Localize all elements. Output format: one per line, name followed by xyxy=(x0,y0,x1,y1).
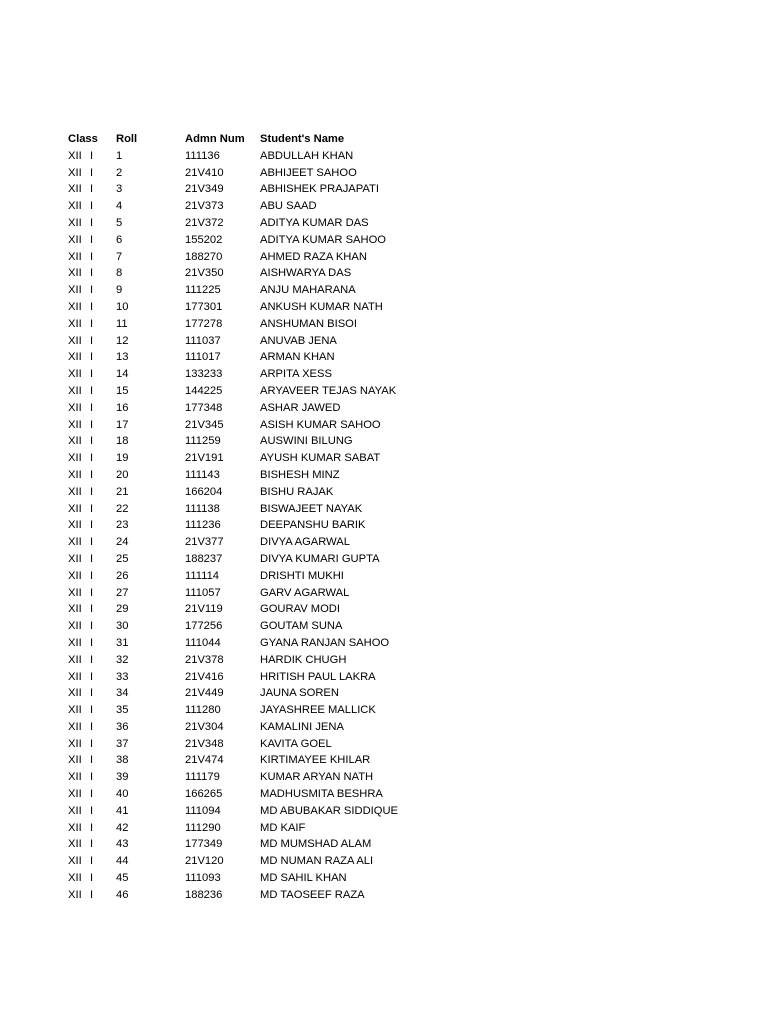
cell-student-name: GARV AGARWAL xyxy=(260,586,350,599)
cell-admn-num: 133233 xyxy=(185,368,223,381)
cell-section: I xyxy=(90,200,94,213)
cell-section: I xyxy=(90,351,94,364)
cell-section: I xyxy=(90,250,94,263)
cell-section: I xyxy=(90,368,94,381)
cell-student-name: ANUVAB JENA xyxy=(260,334,337,347)
cell-admn-num: 111136 xyxy=(185,149,220,162)
cell-class: XII xyxy=(68,804,82,817)
cell-roll: 23 xyxy=(116,519,129,532)
cell-admn-num: 21V373 xyxy=(185,200,224,213)
cell-admn-num: 21V449 xyxy=(185,687,224,700)
cell-section: I xyxy=(90,452,94,465)
cell-class: XII xyxy=(68,737,82,750)
cell-student-name: MD ABUBAKAR SIDDIQUE xyxy=(260,804,399,817)
cell-section: I xyxy=(90,569,94,582)
cell-class: XII xyxy=(68,888,82,901)
table-row xyxy=(68,870,708,887)
cell-admn-num: 21V377 xyxy=(185,536,224,549)
cell-roll: 16 xyxy=(116,401,129,414)
cell-class: XII xyxy=(68,384,82,397)
cell-admn-num: 177278 xyxy=(185,317,223,330)
table-row xyxy=(68,836,708,853)
table-row xyxy=(68,769,708,786)
cell-class: XII xyxy=(68,519,82,532)
cell-section: I xyxy=(90,687,94,700)
cell-admn-num: 111057 xyxy=(185,586,221,599)
cell-student-name: MADHUSMITA BESHRA xyxy=(260,788,383,801)
table-row xyxy=(68,853,708,870)
cell-student-name: MD MUMSHAD ALAM xyxy=(260,838,372,851)
cell-section: I xyxy=(90,435,94,448)
cell-roll: 27 xyxy=(116,586,129,599)
cell-admn-num: 111225 xyxy=(185,284,221,297)
cell-class: XII xyxy=(68,855,82,868)
cell-student-name: JAUNA SOREN xyxy=(260,687,339,700)
table-row xyxy=(68,719,708,736)
table-row xyxy=(68,551,708,568)
cell-class: XII xyxy=(68,317,82,330)
cell-section: I xyxy=(90,149,94,162)
cell-admn-num: 21V120 xyxy=(185,855,224,868)
cell-student-name: ARYAVEER TEJAS NAYAK xyxy=(260,384,397,397)
cell-class: XII xyxy=(68,586,82,599)
cell-admn-num: 111138 xyxy=(185,502,220,515)
cell-class: XII xyxy=(68,821,82,834)
cell-section: I xyxy=(90,384,94,397)
table-row xyxy=(68,450,708,467)
cell-admn-num: 111179 xyxy=(185,771,220,784)
cell-student-name: KIRTIMAYEE KHILAR xyxy=(260,754,371,767)
cell-section: I xyxy=(90,284,94,297)
cell-class: XII xyxy=(68,720,82,733)
cell-admn-num: 21V304 xyxy=(185,720,224,733)
table-row xyxy=(68,736,708,753)
cell-student-name: BISHESH MINZ xyxy=(260,468,340,481)
table-body xyxy=(68,148,708,904)
cell-class: XII xyxy=(68,687,82,700)
table-row xyxy=(68,316,708,333)
table-row xyxy=(68,333,708,350)
cell-roll: 9 xyxy=(116,284,123,297)
cell-class: XII xyxy=(68,452,82,465)
cell-class: XII xyxy=(68,300,82,313)
cell-section: I xyxy=(90,552,94,565)
cell-roll: 29 xyxy=(116,603,129,616)
cell-section: I xyxy=(90,620,94,633)
header-roll: Roll xyxy=(116,133,138,145)
cell-roll: 41 xyxy=(116,804,129,817)
cell-class: XII xyxy=(68,183,82,196)
cell-roll: 21 xyxy=(116,485,129,498)
cell-student-name: BISHU RAJAK xyxy=(260,485,334,498)
cell-section: I xyxy=(90,334,94,347)
cell-student-name: ADITYA KUMAR DAS xyxy=(260,216,369,229)
cell-admn-num: 111093 xyxy=(185,872,221,885)
cell-admn-num: 177256 xyxy=(185,620,223,633)
cell-student-name: GYANA RANJAN SAHOO xyxy=(260,636,390,649)
cell-roll: 2 xyxy=(116,166,123,179)
cell-roll: 44 xyxy=(116,855,129,868)
cell-student-name: ADITYA KUMAR SAHOO xyxy=(260,233,386,246)
cell-roll: 24 xyxy=(116,536,129,549)
cell-admn-num: 188236 xyxy=(185,888,223,901)
cell-admn-num: 111044 xyxy=(185,636,221,649)
cell-class: XII xyxy=(68,468,82,481)
cell-class: XII xyxy=(68,216,82,229)
cell-admn-num: 177349 xyxy=(185,838,223,851)
cell-roll: 22 xyxy=(116,502,129,515)
cell-student-name: ASISH KUMAR SAHOO xyxy=(260,418,381,431)
cell-class: XII xyxy=(68,250,82,263)
cell-student-name: DEEPANSHU BARIK xyxy=(260,519,366,532)
table-row xyxy=(68,299,708,316)
cell-class: XII xyxy=(68,603,82,616)
cell-roll: 25 xyxy=(116,552,129,565)
cell-roll: 33 xyxy=(116,670,129,683)
cell-section: I xyxy=(90,704,94,717)
cell-admn-num: 166204 xyxy=(185,485,223,498)
table-row xyxy=(68,635,708,652)
cell-section: I xyxy=(90,183,94,196)
cell-class: XII xyxy=(68,569,82,582)
cell-roll: 18 xyxy=(116,435,129,448)
cell-student-name: GOURAV MODI xyxy=(260,603,340,616)
cell-section: I xyxy=(90,653,94,666)
cell-student-name: ANKUSH KUMAR NATH xyxy=(260,300,383,313)
table-row xyxy=(68,652,708,669)
cell-admn-num: 111280 xyxy=(185,704,221,717)
table-row xyxy=(68,517,708,534)
cell-student-name: KAMALINI JENA xyxy=(260,720,344,733)
table-row xyxy=(68,383,708,400)
table-row xyxy=(68,181,708,198)
table-row xyxy=(68,585,708,602)
cell-student-name: ARMAN KHAN xyxy=(260,351,335,364)
cell-student-name: ABHISHEK PRAJAPATI xyxy=(260,183,379,196)
table-row xyxy=(68,148,708,165)
cell-class: XII xyxy=(68,334,82,347)
cell-section: I xyxy=(90,166,94,179)
cell-student-name: AYUSH KUMAR SABAT xyxy=(260,452,381,465)
cell-roll: 46 xyxy=(116,888,129,901)
cell-roll: 34 xyxy=(116,687,129,700)
cell-roll: 19 xyxy=(116,452,129,465)
cell-section: I xyxy=(90,536,94,549)
cell-class: XII xyxy=(68,620,82,633)
table-row xyxy=(68,887,708,904)
cell-section: I xyxy=(90,888,94,901)
cell-class: XII xyxy=(68,284,82,297)
cell-section: I xyxy=(90,502,94,515)
cell-student-name: ABU SAAD xyxy=(260,200,317,213)
table-row xyxy=(68,601,708,618)
cell-admn-num: 177301 xyxy=(185,300,223,313)
cell-admn-num: 188237 xyxy=(185,552,223,565)
table-row xyxy=(68,618,708,635)
table-row xyxy=(68,165,708,182)
cell-section: I xyxy=(90,788,94,801)
cell-roll: 13 xyxy=(116,351,129,364)
cell-class: XII xyxy=(68,267,82,280)
cell-student-name: DRISHTI MUKHI xyxy=(260,569,344,582)
cell-class: XII xyxy=(68,401,82,414)
cell-admn-num: 21V372 xyxy=(185,216,224,229)
cell-section: I xyxy=(90,216,94,229)
cell-roll: 30 xyxy=(116,620,129,633)
cell-section: I xyxy=(90,737,94,750)
cell-section: I xyxy=(90,670,94,683)
cell-admn-num: 111094 xyxy=(185,804,221,817)
header-admn-num: Admn Num xyxy=(185,133,245,145)
cell-student-name: AUSWINI BILUNG xyxy=(260,435,353,448)
cell-roll: 7 xyxy=(116,250,123,263)
table-row xyxy=(68,501,708,518)
cell-student-name: HARDIK CHUGH xyxy=(260,653,347,666)
cell-roll: 31 xyxy=(116,636,129,649)
cell-roll: 35 xyxy=(116,704,129,717)
table-header-row xyxy=(68,131,708,148)
cell-admn-num: 111017 xyxy=(185,351,221,364)
cell-class: XII xyxy=(68,435,82,448)
table-row xyxy=(68,366,708,383)
cell-section: I xyxy=(90,485,94,498)
cell-class: XII xyxy=(68,838,82,851)
cell-class: XII xyxy=(68,485,82,498)
cell-roll: 17 xyxy=(116,418,129,431)
cell-roll: 20 xyxy=(116,468,129,481)
table-row xyxy=(68,215,708,232)
table-row xyxy=(68,249,708,266)
cell-admn-num: 21V474 xyxy=(185,754,224,767)
cell-section: I xyxy=(90,418,94,431)
cell-section: I xyxy=(90,754,94,767)
cell-student-name: ARPITA XESS xyxy=(260,368,332,381)
cell-roll: 6 xyxy=(116,233,123,246)
cell-class: XII xyxy=(68,368,82,381)
table-row xyxy=(68,467,708,484)
cell-student-name: ANSHUMAN BISOI xyxy=(260,317,357,330)
cell-admn-num: 21V191 xyxy=(185,452,224,465)
cell-class: XII xyxy=(68,552,82,565)
cell-student-name: JAYASHREE MALLICK xyxy=(260,704,376,717)
cell-roll: 1 xyxy=(116,149,123,162)
cell-admn-num: 111259 xyxy=(185,435,221,448)
cell-admn-num: 111114 xyxy=(185,569,220,582)
cell-class: XII xyxy=(68,670,82,683)
cell-admn-num: 177348 xyxy=(185,401,223,414)
cell-admn-num: 188270 xyxy=(185,250,223,263)
cell-section: I xyxy=(90,233,94,246)
cell-admn-num: 21V348 xyxy=(185,737,224,750)
cell-admn-num: 111290 xyxy=(185,821,221,834)
table-row xyxy=(68,702,708,719)
cell-student-name: HRITISH PAUL LAKRA xyxy=(260,670,376,683)
cell-admn-num: 166265 xyxy=(185,788,223,801)
cell-admn-num: 21V345 xyxy=(185,418,224,431)
cell-admn-num: 111236 xyxy=(185,519,221,532)
cell-class: XII xyxy=(68,166,82,179)
cell-class: XII xyxy=(68,536,82,549)
student-list-sheet xyxy=(68,131,708,904)
table-row xyxy=(68,534,708,551)
table-row xyxy=(68,417,708,434)
cell-class: XII xyxy=(68,149,82,162)
cell-section: I xyxy=(90,636,94,649)
table-row xyxy=(68,685,708,702)
table-row xyxy=(68,786,708,803)
cell-student-name: BISWAJEET NAYAK xyxy=(260,502,363,515)
table-row xyxy=(68,349,708,366)
cell-section: I xyxy=(90,586,94,599)
cell-roll: 32 xyxy=(116,653,129,666)
cell-section: I xyxy=(90,771,94,784)
table-row xyxy=(68,568,708,585)
cell-student-name: AISHWARYA DAS xyxy=(260,267,352,280)
cell-student-name: MD KAIF xyxy=(260,821,306,834)
cell-class: XII xyxy=(68,704,82,717)
cell-section: I xyxy=(90,872,94,885)
cell-student-name: GOUTAM SUNA xyxy=(260,620,343,633)
table-row xyxy=(68,400,708,417)
table-row xyxy=(68,433,708,450)
table-row xyxy=(68,484,708,501)
cell-roll: 36 xyxy=(116,720,129,733)
cell-roll: 4 xyxy=(116,200,123,213)
cell-roll: 8 xyxy=(116,267,123,280)
cell-section: I xyxy=(90,821,94,834)
cell-class: XII xyxy=(68,233,82,246)
cell-student-name: ASHAR JAWED xyxy=(260,401,341,414)
header-student-name: Student's Name xyxy=(260,133,345,145)
cell-student-name: MD SAHIL KHAN xyxy=(260,872,347,885)
cell-class: XII xyxy=(68,636,82,649)
table-row xyxy=(68,282,708,299)
cell-student-name: ABHIJEET SAHOO xyxy=(260,166,357,179)
cell-class: XII xyxy=(68,502,82,515)
table-row xyxy=(68,198,708,215)
table-row xyxy=(68,820,708,837)
cell-roll: 45 xyxy=(116,872,129,885)
cell-admn-num: 21V119 xyxy=(185,603,223,616)
cell-admn-num: 155202 xyxy=(185,233,223,246)
cell-class: XII xyxy=(68,200,82,213)
cell-admn-num: 111143 xyxy=(185,468,220,481)
cell-roll: 15 xyxy=(116,384,129,397)
cell-admn-num: 21V416 xyxy=(185,670,224,683)
table-row xyxy=(68,752,708,769)
cell-section: I xyxy=(90,468,94,481)
cell-admn-num: 144225 xyxy=(185,384,223,397)
cell-admn-num: 111037 xyxy=(185,334,221,347)
cell-section: I xyxy=(90,603,94,616)
cell-class: XII xyxy=(68,872,82,885)
cell-student-name: MD TAOSEEF RAZA xyxy=(260,888,365,901)
cell-class: XII xyxy=(68,653,82,666)
cell-admn-num: 21V410 xyxy=(185,166,224,179)
table-row xyxy=(68,803,708,820)
cell-roll: 37 xyxy=(116,737,129,750)
cell-roll: 11 xyxy=(116,317,128,330)
cell-class: XII xyxy=(68,788,82,801)
cell-class: XII xyxy=(68,754,82,767)
cell-student-name: KAVITA GOEL xyxy=(260,737,332,750)
cell-section: I xyxy=(90,720,94,733)
table-row xyxy=(68,232,708,249)
table-row xyxy=(68,669,708,686)
cell-section: I xyxy=(90,519,94,532)
cell-roll: 12 xyxy=(116,334,129,347)
cell-class: XII xyxy=(68,351,82,364)
cell-admn-num: 21V349 xyxy=(185,183,224,196)
cell-student-name: DIVYA AGARWAL xyxy=(260,536,350,549)
cell-roll: 39 xyxy=(116,771,129,784)
cell-student-name: ABDULLAH KHAN xyxy=(260,149,354,162)
cell-roll: 43 xyxy=(116,838,129,851)
cell-section: I xyxy=(90,838,94,851)
cell-roll: 3 xyxy=(116,183,123,196)
cell-roll: 10 xyxy=(116,300,129,313)
cell-student-name: MD NUMAN RAZA ALI xyxy=(260,855,374,868)
cell-admn-num: 21V378 xyxy=(185,653,224,666)
cell-roll: 38 xyxy=(116,754,129,767)
cell-roll: 14 xyxy=(116,368,129,381)
cell-section: I xyxy=(90,317,94,330)
cell-student-name: KUMAR ARYAN NATH xyxy=(260,771,374,784)
cell-admn-num: 21V350 xyxy=(185,267,224,280)
cell-student-name: AHMED RAZA KHAN xyxy=(260,250,367,263)
cell-section: I xyxy=(90,855,94,868)
cell-roll: 40 xyxy=(116,788,129,801)
cell-student-name: ANJU MAHARANA xyxy=(260,284,356,297)
cell-section: I xyxy=(90,804,94,817)
cell-roll: 26 xyxy=(116,569,129,582)
cell-section: I xyxy=(90,300,94,313)
cell-class: XII xyxy=(68,771,82,784)
table-row xyxy=(68,265,708,282)
cell-class: XII xyxy=(68,418,82,431)
header-class: Class xyxy=(68,133,98,145)
cell-roll: 5 xyxy=(116,216,123,229)
cell-section: I xyxy=(90,401,94,414)
cell-roll: 42 xyxy=(116,821,129,834)
cell-section: I xyxy=(90,267,94,280)
cell-student-name: DIVYA KUMARI GUPTA xyxy=(260,552,380,565)
